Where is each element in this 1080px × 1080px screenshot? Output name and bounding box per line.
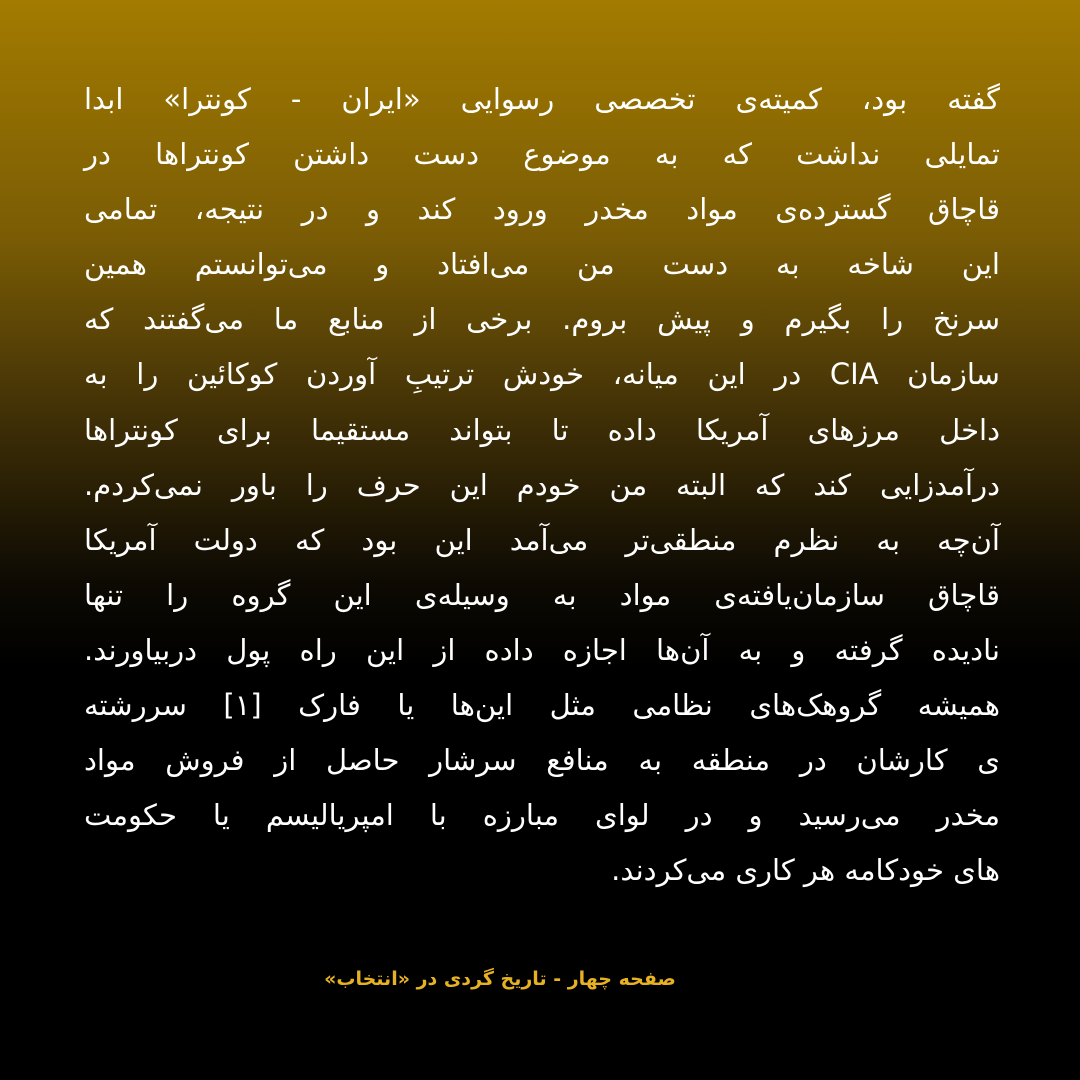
text-line: ی کارشان در منطقه به منافع سرشار حاصل از فروش مواد xyxy=(84,743,1000,778)
text-line: این شاخه به دست من می‌افتاد و می‌توانستم همین xyxy=(84,247,1000,282)
text-line: تمایلی نداشت که به موضوع دست داشتن کونتراها در xyxy=(84,137,1000,172)
text-line: گفته بود، کمیته‌ی تخصصی رسوایی «ایران - کونترا» ابدا xyxy=(84,82,1000,116)
text-line: قاچاق گسترده‌ی مواد مخدر ورود کند و در نتیجه، تمامی xyxy=(84,192,1000,227)
text-line: قاچاق سازمان‌یافته‌ی مواد به وسیله‌ی این گروه را تنها xyxy=(84,577,1000,612)
article-text xyxy=(84,72,1000,898)
text-line: داخل مرزهای آمریکا داده تا بتواند مستقیما برای کونتراها xyxy=(84,412,1000,447)
text-line: درآمدزایی کند که البته من خودم این حرف را باور نمی‌کردم. xyxy=(84,467,1000,502)
text-line: سازمان CIA در این میانه، خودش ترتیبِ آوردن کوکائین را به xyxy=(84,357,1000,392)
text-line: نادیده گرفته و به آن‌ها اجازه داده از این راه پول دربیاورند. xyxy=(84,632,1000,667)
text-line: مخدر می‌رسید و در لوای مبارزه با امپریالیسم یا حکومت xyxy=(84,798,1000,833)
text-line: آن‌چه به نظرم منطقی‌تر می‌آمد این بود که دولت آمریکا xyxy=(84,522,1000,557)
text-line: سرنخ را بگیرم و پیش بروم. برخی از منابع ما می‌گفتند که xyxy=(84,302,1000,337)
text-line: همیشه گروهک‌های نظامی مثل این‌ها یا فارک [۱] سررشته xyxy=(84,688,1000,723)
page-caption: صفحه چهار - تاریخ گردی در «انتخاب» xyxy=(324,968,676,990)
text-line: های خودکامه هر کاری می‌کردند. xyxy=(611,853,1000,888)
